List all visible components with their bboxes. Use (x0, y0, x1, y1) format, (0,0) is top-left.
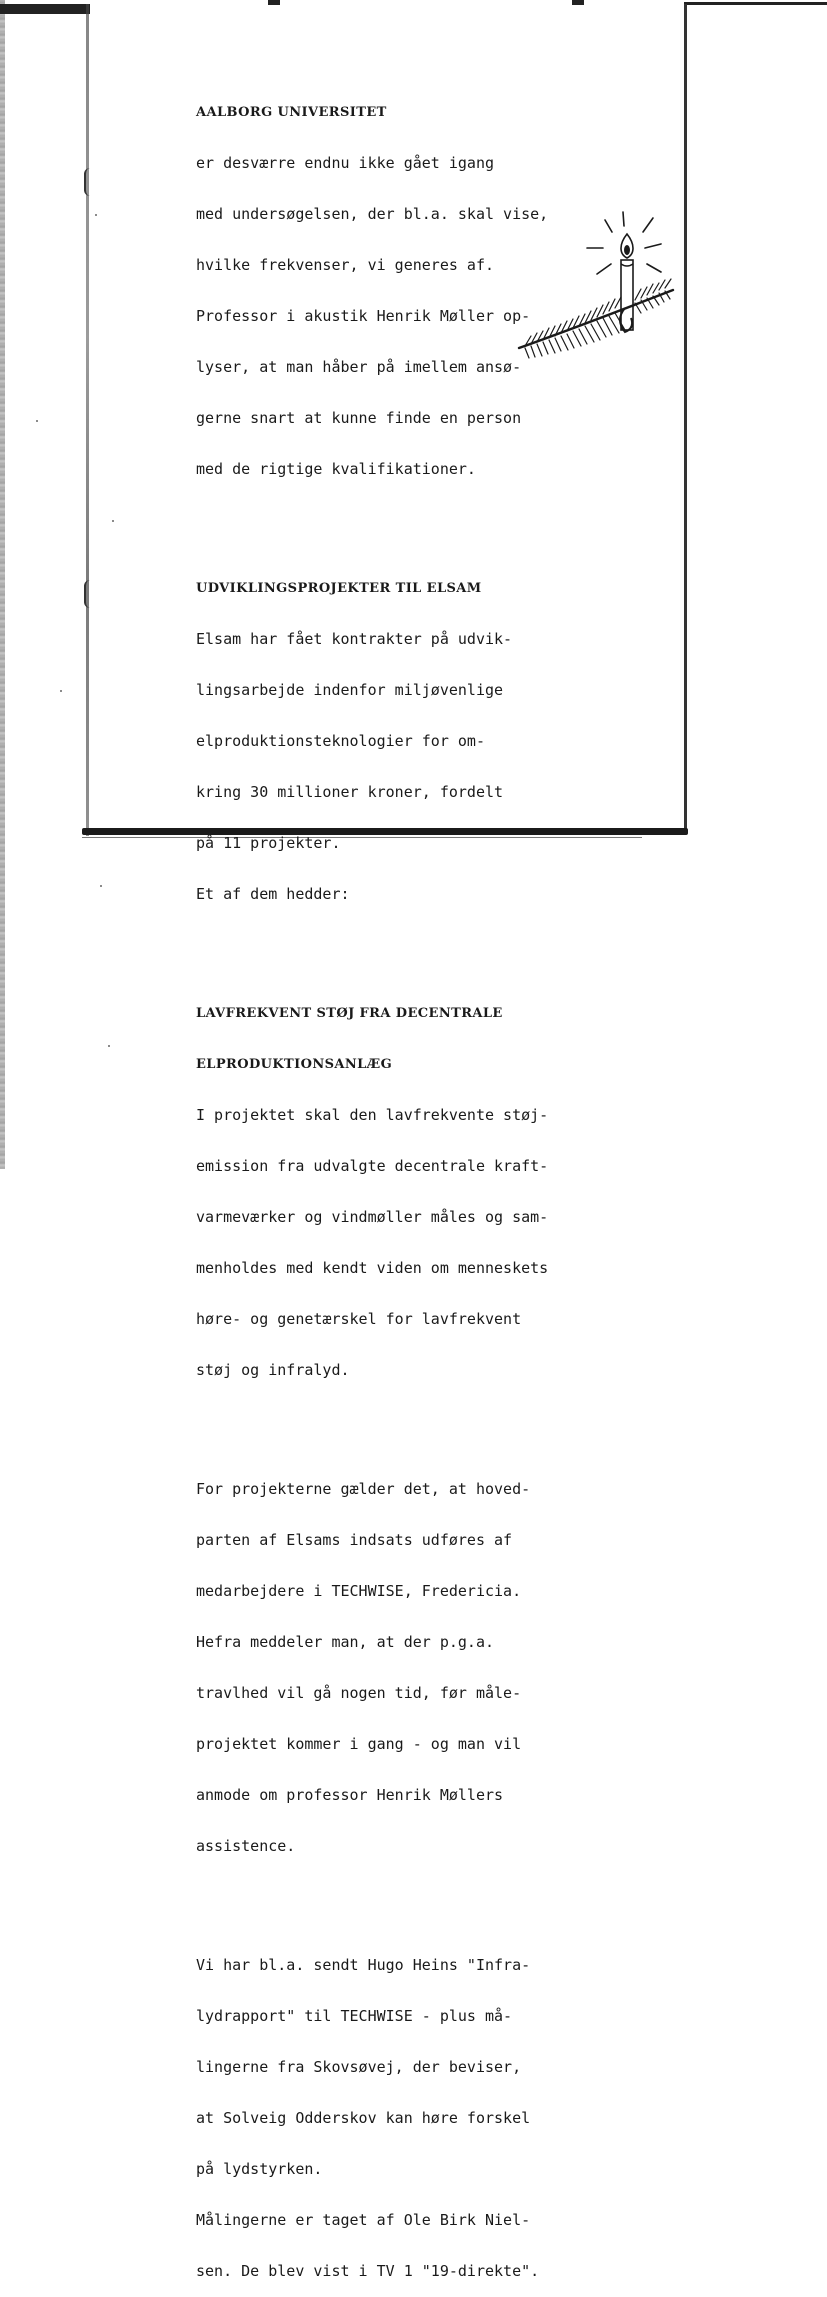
scan-speck (112, 520, 114, 522)
binder-hole-mark (84, 580, 94, 608)
heading-udviklingsprojekter: UDVIKLINGSPROJEKTER TIL ELSAM (196, 581, 482, 596)
text-line: lydrapport" til TECHWISE - plus må- (196, 2007, 513, 2025)
text-line: emission fra udvalgte decentrale kraft- (196, 1157, 549, 1175)
text-line: hvilke frekvenser, vi generes af. (196, 256, 495, 274)
text-line: Et af dem hedder: (196, 885, 350, 903)
text-line: parten af Elsams indsats udføres af (196, 1531, 513, 1549)
text-line: er desværre endnu ikke gået igang (196, 154, 495, 172)
scan-speck (108, 1045, 110, 1047)
box-right-border (684, 4, 687, 830)
text-line: Hefra meddeler man, at der p.g.a. (196, 1633, 495, 1651)
text-line: anmode om professor Henrik Møllers (196, 1786, 504, 1804)
text-line: sen. De blev vist i TV 1 "19-direkte". (196, 2262, 540, 2280)
text-line: Professor i akustik Henrik Møller op- (196, 307, 531, 325)
text-line: varmeværker og vindmøller måles og sam- (196, 1208, 549, 1226)
article-text (196, 70, 616, 2297)
text-line: assistence. (196, 1837, 296, 1855)
text-line: med undersøgelsen, der bl.a. skal vise, (196, 205, 549, 223)
text-line: på lydstyrken. (196, 2160, 323, 2178)
binder-hole-mark (84, 168, 94, 196)
text-line: høre- og genetærskel for lavfrekvent (196, 1310, 522, 1328)
text-line: elproduktionsteknologier for om- (196, 732, 485, 750)
box-top-border (0, 0, 827, 20)
scan-speck (100, 885, 102, 887)
scan-edge (0, 0, 5, 1169)
text-line: gerne snart at kunne finde en person (196, 409, 522, 427)
text-line: med de rigtige kvalifikationer. (196, 460, 476, 478)
text-line: Elsam har fået kontrakter på udvik- (196, 630, 513, 648)
text-line: menholdes med kendt viden om menneskets (196, 1259, 549, 1277)
text-line: medarbejdere i TECHWISE, Fredericia. (196, 1582, 522, 1600)
text-line: at Solveig Odderskov kan høre forskel (196, 2109, 531, 2127)
heading-elproduktionsanlaeg: ELPRODUKTIONSANLÆG (196, 1057, 393, 1072)
scan-speck (36, 420, 38, 422)
heading-aalborg-universitet: AALBORG UNIVERSITET (196, 105, 387, 120)
text-line: Målingerne er taget af Ole Birk Niel- (196, 2211, 531, 2229)
text-line: lingsarbejde indenfor miljøvenlige (196, 681, 504, 699)
text-line: I projektet skal den lavfrekvente støj- (196, 1106, 549, 1124)
text-line: på 11 projekter. (196, 834, 341, 852)
text-line: kring 30 millioner kroner, fordelt (196, 783, 504, 801)
text-line: travlhed vil gå nogen tid, før måle- (196, 1684, 522, 1702)
text-line: projektet kommer i gang - og man vil (196, 1735, 522, 1753)
text-line: lyser, at man håber på imellem ansø- (196, 358, 522, 376)
text-line: For projekterne gælder det, at hoved- (196, 1480, 531, 1498)
heading-lavfrekvent-stoej: LAVFREKVENT STØJ FRA DECENTRALE (196, 1006, 503, 1021)
text-line: støj og infralyd. (196, 1361, 350, 1379)
scan-speck (60, 690, 62, 692)
text-line: Vi har bl.a. sendt Hugo Heins "Infra- (196, 1956, 531, 1974)
scan-speck (95, 214, 97, 216)
box-left-border (86, 4, 89, 836)
candle-on-fir-branch-icon (515, 208, 680, 393)
text-line: lingerne fra Skovsøvej, der beviser, (196, 2058, 522, 2076)
